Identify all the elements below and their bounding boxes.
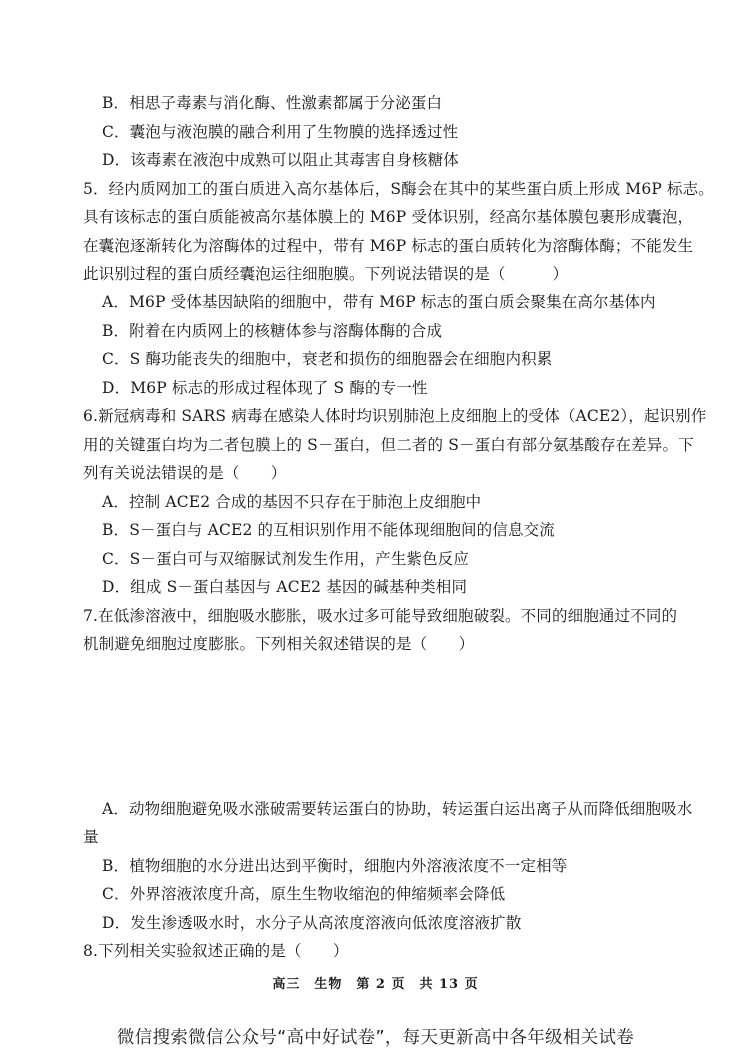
question-6-option-d: D．组成 S－蛋白基因与 ACE2 基因的碱基种类相同 (102, 578, 468, 596)
question-6-option-a: A．控制 ACE2 合成的基因不只存在于肺泡上皮细胞中 (102, 493, 482, 511)
question-5-option-c: C．S 酶功能丧失的细胞中，衰老和损伤的细胞器会在细胞内积累 (102, 350, 553, 368)
question-6-stem-line-1: 6.新冠病毒和 SARS 病毒在感染人体时均识别肺泡上皮细胞上的受体（ACE2），起识别作 (83, 407, 707, 425)
question-4-option-c: C．囊泡与液泡膜的融合利用了生物膜的选择透过性 (102, 123, 459, 141)
question-7-option-d: D．发生渗透吸水时，水分子从高浓度溶液向低浓度溶液扩散 (102, 914, 522, 932)
question-4-option-b: B．相思子毒素与消化酶、性激素都属于分泌蛋白 (102, 94, 443, 112)
question-7-stem-line-2: 机制避免细胞过度膨胀。下列相关叙述错误的是（ ） (83, 635, 475, 653)
question-7-option-a: A．动物细胞避免吸水涨破需要转运蛋白的协助，转运蛋白运出离子从而降低细胞吸水 (102, 800, 693, 818)
promo-banner: 微信搜索微信公众号“高中好试卷”，每天更新高中各年级相关试卷 (116, 1028, 635, 1048)
question-6-option-c: C．S－蛋白可与双缩脲试剂发生作用，产生紫色反应 (102, 550, 470, 568)
question-5-option-d: D．M6P 标志的形成过程体现了 S 酶的专一性 (102, 379, 428, 397)
question-7-option-c: C．外界溶液浓度升高，原生生物收缩泡的伸缩频率会降低 (102, 885, 506, 903)
page-footer: 高三 生物 第 2 页 共 13 页 (272, 977, 479, 992)
question-6-stem-line-2: 用的关键蛋白均为二者包膜上的 S－蛋白，但二者的 S－蛋白有部分氨基酸存在差异。下 (83, 436, 694, 454)
question-7-option-b: B．植物细胞的水分进出达到平衡时，细胞内外溶液浓度不一定相等 (102, 857, 568, 875)
question-7-stem-line-1: 7.在低渗溶液中，细胞吸水膨胀，吸水过多可能导致细胞破裂。不同的细胞通过不同的 (83, 607, 678, 625)
question-8-stem: 8.下列相关实验叙述正确的是（ ） (83, 942, 349, 960)
question-6-option-b: B．S－蛋白与 ACE2 的互相识别作用不能体现细胞间的信息交流 (102, 521, 555, 539)
question-5-stem-line-4: 此识别过程的蛋白质经囊泡运往细胞膜。下列说法错误的是（ ） (83, 265, 569, 283)
question-5-stem-line-2: 具有该标志的蛋白质能被高尔基体膜上的 M6P 受体识别，经高尔基体膜包裹形成囊泡， (83, 208, 694, 226)
question-4-option-d: D．该毒素在液泡中成熟可以阻止其毒害自身核糖体 (102, 151, 459, 169)
question-7-option-a-continued: 量 (83, 828, 99, 846)
question-5-option-b: B．附着在内质网上的核糖体参与溶酶体酶的合成 (102, 322, 443, 340)
question-5-option-a: A．M6P 受体基因缺陷的细胞中，带有 M6P 标志的蛋白质会聚集在高尔基体内 (102, 293, 656, 311)
question-5-stem-line-3: 在囊泡逐渐转化为溶酶体的过程中，带有 M6P 标志的蛋白质转化为溶酶体酶；不能发生 (83, 237, 694, 255)
question-6-stem-line-3: 列有关说法错误的是（ ） (83, 464, 287, 482)
question-5-stem-line-1: 5．经内质网加工的蛋白质进入高尔基体后，S酶会在其中的某些蛋白质上形成 M6P 标志。 (83, 180, 714, 198)
